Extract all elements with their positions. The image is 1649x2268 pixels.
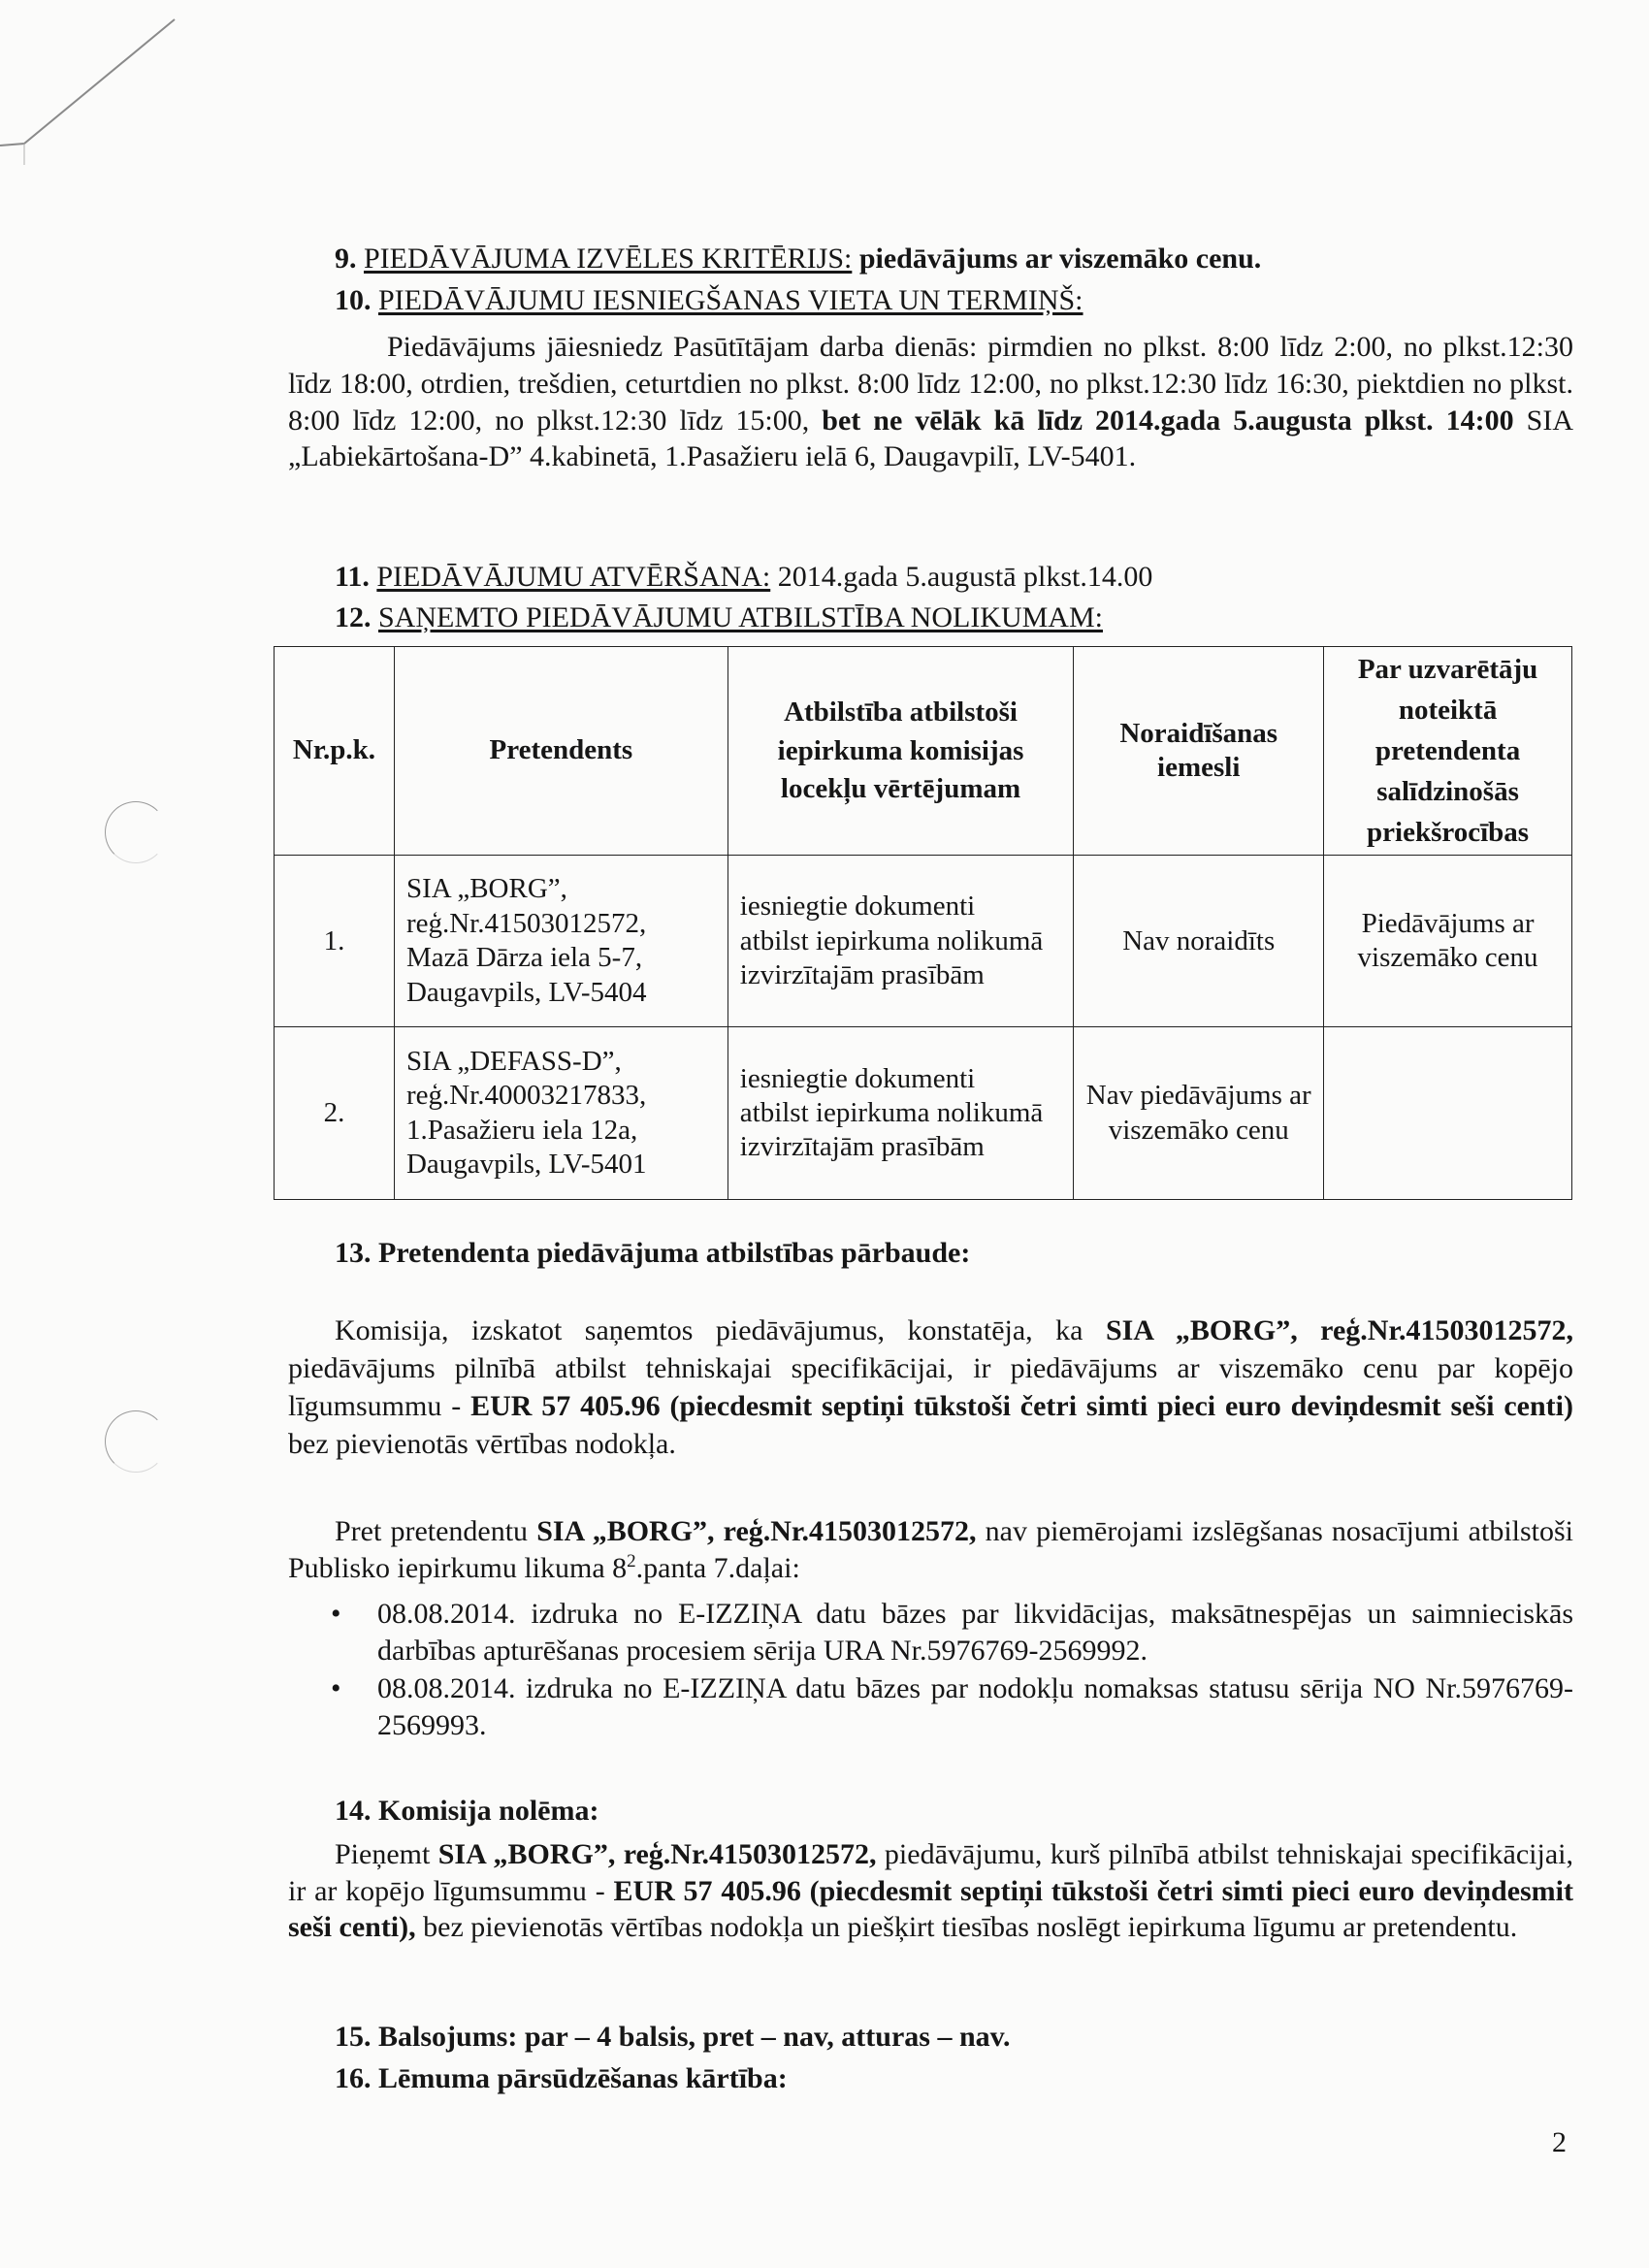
header-atbilstiba: Atbilstība atbilstoši iepirkuma komisijas locekļu vērtējumam: [728, 647, 1074, 856]
row-noraidisanas: Nav noraidīts: [1074, 856, 1324, 1027]
header-nr: Nr.p.k.: [275, 647, 395, 856]
section-13-paragraph-1: Komisija, izskatot saņemtos piedāvājumus, konstatēja, ka SIA „BORG”, reģ.Nr.41503012572, piedāvājums pilnībā atbilst tehniskajai specifikācijai, ir piedāvājums ar viszemāko cenu par kopējo līgumsummu - EUR 57 405.96 (piecdesmit septiņi tūkstoši četri simti pieci euro deviņdesmit seši centi) bez pievienotās vērtības nodokļa.: [288, 1314, 1573, 1460]
row-nr: 1.: [275, 856, 395, 1027]
section-12-number: 12.: [335, 601, 372, 633]
page-number: 2: [1552, 2126, 1567, 2158]
header-noraidisanas: Noraidīšanas iemesli: [1074, 647, 1324, 856]
section-10-paragraph: Piedāvājums jāiesniedz Pasūtītājam darba dienās: pirmdien no plkst. 8:00 līdz 2:00, no plkst.12:30 līdz 18:00, otrdien, trešdien, ceturtdien no plkst. 8:00 līdz 12:00, no plkst.12:30 līdz 16:30, piektdien no plkst. 8:00 līdz 12:00, no plkst.12:30 līdz 15:00, bet ne vēlāk kā līdz 2014.gada 5.augusta plkst. 14:00 SIA „Labiekārtošana-D” 4.kabinetā, 1.Pasažieru ielā 6, Daugavpilī, LV-5401.: [288, 331, 1573, 473]
punch-hole-top: [105, 801, 167, 863]
section-9-title: PIEDĀVĀJUMA IZVĒLES KRITĒRIJS:: [364, 243, 853, 275]
section-12-title: SAŅEMTO PIEDĀVĀJUMU ATBILSTĪBA NOLIKUMAM:: [378, 601, 1103, 633]
row-noraidisanas: Nav piedāvājums ar viszemāko cenu: [1074, 1027, 1324, 1200]
deadline-text: bet ne vēlāk kā līdz 2014.gada 5.augusta plkst. 14:00: [822, 404, 1514, 437]
section-11-title: PIEDĀVĀJUMU ATVĒRŠANA:: [376, 561, 771, 593]
row-pretendents: SIA „BORG”, reģ.Nr.41503012572, Mazā Dārza iela 5-7, Daugavpils, LV-5404: [394, 856, 728, 1027]
table-row: [275, 856, 1572, 1027]
section-11-number: 11.: [335, 561, 370, 593]
section-10-title: PIEDĀVĀJUMU IESNIEGŠANAS VIETA UN TERMIŅŠ:: [378, 284, 1083, 316]
section-13-bullets: [288, 1596, 1573, 1743]
section-13-heading: 13. Pretendenta piedāvājuma atbilstības pārbaude:: [335, 1237, 971, 1269]
section-11-value: 2014.gada 5.augustā plkst.14.00: [777, 561, 1153, 593]
contract-sum: EUR 57 405.96 (piecdesmit septiņi tūkstoši četri simti pieci euro deviņdesmit seši centi): [470, 1390, 1573, 1422]
list-item: • 08.08.2014. izdruka no E-IZZIŅA datu bāzes par nodokļu nomaksas statusu sērija NO Nr.5976769-2569993.: [288, 1670, 1573, 1743]
section-9-number: 9.: [335, 243, 357, 275]
page-fold-mark: [0, 0, 194, 165]
section-10-heading: [335, 284, 1083, 317]
section-9-value: piedāvājums ar viszemāko cenu.: [858, 243, 1262, 275]
row-atbilstiba: iesniegtie dokumenti atbilst iepirkuma nolikumā izvirzītajām prasībām: [728, 856, 1074, 1027]
header-pretendents: Pretendents: [394, 647, 728, 856]
section-9: [335, 243, 1261, 275]
row-atbilstiba: iesniegtie dokumenti atbilst iepirkuma nolikumā izvirzītajām prasībām: [728, 1027, 1074, 1200]
header-prieksrocibas: Par uzvarētāju noteiktā pretendenta salīdzinošās priekšrocības: [1324, 647, 1572, 856]
section-13-paragraph-2: Pret pretendentu SIA „BORG”, reģ.Nr.41503012572, nav piemērojami izslēgšanas nosacījumi atbilstoši Publisko iepirkumu likuma $8^2.panta$ 7.daļai:: [288, 1515, 1574, 1584]
section-15: 15. Balsojums: par – 4 balsis, pret – nav, atturas – nav.: [335, 2021, 1011, 2053]
section-14-paragraph: Pieņemt SIA „BORG”, reģ.Nr.41503012572, piedāvājumu, kurš pilnībā atbilst tehniskajai specifikācijai, ir ar kopējo līgumsummu - EUR 57 405.96 (piecdesmit septiņi tūkstoši četri simti pieci euro deviņdesmit seši centi), bez pievienotās vērtības nodokļa un piešķirt tiesības noslēgt iepirkuma līgumu ar pretendentu.: [288, 1838, 1573, 1943]
section-12-heading: [335, 601, 1103, 634]
table-header-row: [275, 647, 1572, 856]
section-16: 16. Lēmuma pārsūdzēšanas kārtība:: [335, 2062, 788, 2094]
punch-hole-bottom: [105, 1410, 167, 1473]
row-pretendents: SIA „DEFASS-D”, reģ.Nr.40003217833, 1.Pasažieru iela 12a, Daugavpils, LV-5401: [394, 1027, 728, 1200]
row-prieksrocibas: Piedāvājums ar viszemāko cenu: [1324, 856, 1572, 1027]
row-nr: 2.: [275, 1027, 395, 1200]
contract-sum: EUR 57 405.96 (piecdesmit septiņi tūkstoši četri simti pieci euro deviņdesmit seši centi),: [288, 1874, 1573, 1943]
table-row: [275, 1027, 1572, 1200]
section-10-number: 10.: [335, 284, 372, 316]
list-item: • 08.08.2014. izdruka no E-IZZIŅA datu bāzes par likvidācijas, maksātnespējas un saimnieciskās darbības apturēšanas procesiem sērija URA Nr.5976769-2569992.: [288, 1596, 1573, 1669]
row-prieksrocibas: [1324, 1027, 1572, 1200]
offers-table: [274, 646, 1572, 1200]
section-11: [335, 561, 1152, 594]
section-14-heading: 14. Komisija nolēma:: [335, 1795, 599, 1827]
